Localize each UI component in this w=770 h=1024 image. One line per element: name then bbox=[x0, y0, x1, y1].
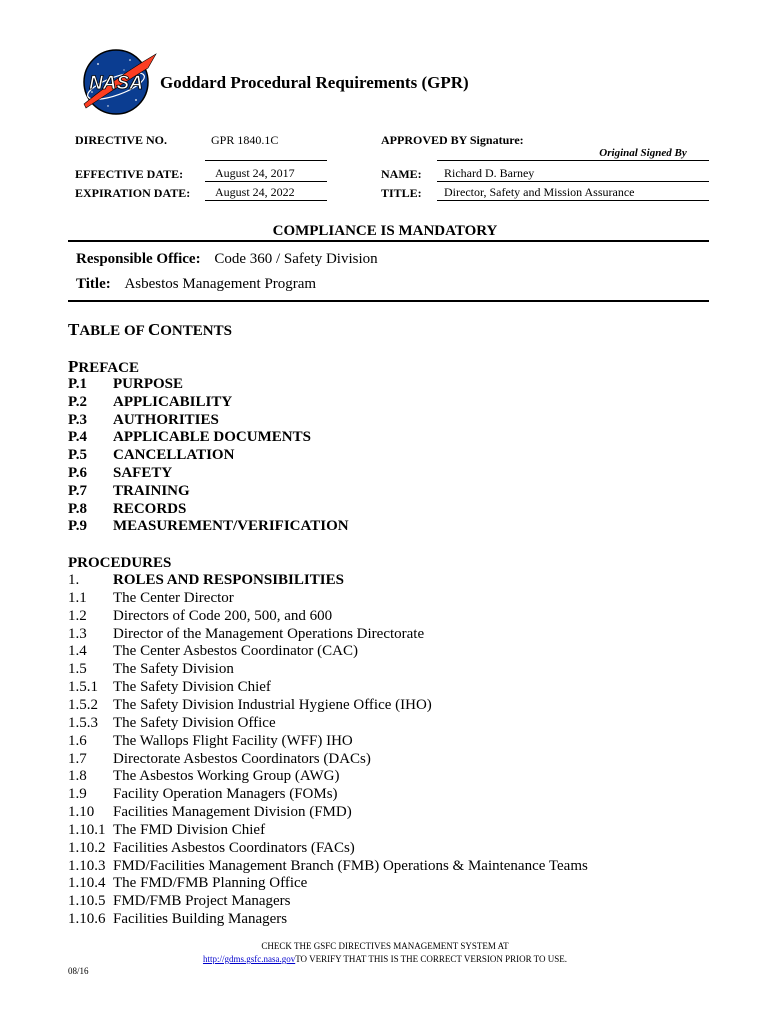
preface-rest: REFACE bbox=[78, 360, 139, 376]
toc-entry-text: The Safety Division bbox=[113, 661, 234, 678]
toc-entry[interactable] bbox=[68, 501, 186, 519]
divider-top bbox=[68, 240, 709, 242]
toc-entry-number: 1.5.1 bbox=[68, 679, 98, 696]
toc-entry[interactable] bbox=[68, 376, 183, 394]
toc-entry-text: PURPOSE bbox=[113, 376, 184, 392]
responsible-office bbox=[76, 251, 378, 268]
toc-entry-number: P.7 bbox=[68, 482, 88, 499]
toc-entry[interactable] bbox=[68, 518, 349, 536]
toc-entry-number: 1.3 bbox=[68, 625, 87, 642]
footer-notice-rest: TO VERIFY THAT THIS IS THE CORRECT VERSION PRIOR TO USE. bbox=[295, 954, 568, 964]
toc-entry[interactable] bbox=[68, 804, 352, 822]
toc-entry-number: 1.1 bbox=[68, 589, 87, 606]
toc-entry-text: The Safety Division Chief bbox=[113, 679, 271, 696]
svg-text:NASA: NASA bbox=[89, 73, 143, 94]
toc-heading-rest1: ABLE OF bbox=[79, 323, 148, 339]
expiration-date-value: August 24, 2022 bbox=[205, 185, 327, 201]
toc-entry[interactable] bbox=[68, 911, 287, 929]
toc-heading bbox=[68, 320, 232, 340]
toc-entry[interactable] bbox=[68, 412, 219, 430]
responsible-office-value: Code 360 / Safety Division bbox=[214, 251, 378, 267]
toc-entry-number: 1.5 bbox=[68, 661, 87, 678]
footer-notice: CHECK THE GSFC DIRECTIVES MANAGEMENT SYSTEM AT bbox=[261, 941, 509, 951]
toc-entry-text: The Center Asbestos Coordinator (CAC) bbox=[113, 643, 358, 660]
toc-entry-number: 1.10.1 bbox=[68, 821, 106, 838]
title-label: TITLE: bbox=[381, 186, 422, 200]
toc-entry[interactable] bbox=[68, 447, 234, 465]
toc-entry[interactable] bbox=[68, 626, 424, 644]
toc-heading-cap1: T bbox=[68, 320, 80, 339]
toc-entry-text: Facilities Management Division (FMD) bbox=[113, 804, 352, 821]
toc-entry-text: FMD/Facilities Management Branch (FMB) Operations & Maintenance Teams bbox=[113, 857, 588, 874]
toc-entry-number: P.2 bbox=[68, 393, 88, 410]
toc-entry-number: 1.10.3 bbox=[68, 857, 106, 874]
footer-notice-2 bbox=[0, 954, 770, 964]
toc-entry[interactable] bbox=[68, 822, 265, 840]
name-label: NAME: bbox=[381, 167, 422, 181]
toc-entry-text: The Wallops Flight Facility (WFF) IHO bbox=[113, 732, 353, 749]
toc-entry-number: P.4 bbox=[68, 429, 88, 446]
procedures-heading: PROCEDURES bbox=[68, 555, 172, 571]
toc-entry[interactable] bbox=[68, 643, 358, 661]
toc-entry[interactable] bbox=[68, 679, 271, 697]
toc-entry[interactable] bbox=[68, 572, 344, 590]
toc-entry[interactable] bbox=[68, 483, 190, 501]
toc-entry-number: 1. bbox=[68, 572, 80, 588]
toc-entry-text: The Center Director bbox=[113, 589, 234, 606]
toc-entry-text: Facilities Building Managers bbox=[113, 911, 288, 928]
program-title-value: Asbestos Management Program bbox=[124, 276, 317, 292]
toc-entry-number: 1.6 bbox=[68, 732, 87, 749]
toc-entry-number: P.3 bbox=[68, 411, 88, 428]
toc-entry-number: 1.5.3 bbox=[68, 714, 98, 731]
toc-entry[interactable] bbox=[68, 768, 339, 786]
toc-entry[interactable] bbox=[68, 590, 234, 608]
toc-entry-number: 1.10.5 bbox=[68, 893, 106, 910]
toc-entry-number: P.8 bbox=[68, 500, 88, 517]
toc-entry-text: Directorate Asbestos Coordinators (DACs) bbox=[113, 750, 371, 767]
toc-entry-number: 1.8 bbox=[68, 768, 87, 785]
toc-entry-text: APPLICABLE DOCUMENTS bbox=[113, 429, 311, 446]
toc-entry-text: The FMD Division Chief bbox=[113, 821, 266, 838]
toc-heading-cap2: C bbox=[147, 320, 161, 339]
toc-entry[interactable] bbox=[68, 751, 371, 769]
toc-entry[interactable] bbox=[68, 786, 338, 804]
preface-heading bbox=[68, 357, 139, 377]
toc-entry-text: Facilities Asbestos Coordinators (FACs) bbox=[113, 839, 355, 856]
preface-cap: P bbox=[68, 357, 79, 376]
gdms-link[interactable]: http://gdms.gsfc.nasa.gov bbox=[202, 954, 296, 964]
toc-entry-text: Facility Operation Managers (FOMs) bbox=[113, 786, 338, 803]
toc-entry-text: The FMD/FMB Planning Office bbox=[113, 875, 308, 892]
responsible-office-label: Responsible Office: bbox=[76, 251, 201, 267]
document-title: Goddard Procedural Requirements (GPR) bbox=[160, 73, 469, 92]
toc-entry[interactable] bbox=[68, 465, 172, 483]
toc-heading-rest2: ONTENTS bbox=[160, 323, 232, 339]
toc-entry[interactable] bbox=[68, 875, 307, 893]
directive-no-value: GPR 1840.1C bbox=[211, 133, 279, 147]
toc-entry-text: The Safety Division Office bbox=[113, 714, 276, 731]
program-title-label: Title: bbox=[76, 276, 111, 292]
toc-entry-text: RECORDS bbox=[113, 500, 187, 517]
toc-entry-number: 1.4 bbox=[68, 643, 87, 660]
toc-entry[interactable] bbox=[68, 893, 291, 911]
toc-entry-number: 1.5.2 bbox=[68, 696, 98, 713]
toc-entry[interactable] bbox=[68, 733, 353, 751]
toc-entry[interactable] bbox=[68, 840, 355, 858]
toc-entry-text: MEASUREMENT/VERIFICATION bbox=[113, 518, 349, 535]
toc-entry-text: The Asbestos Working Group (AWG) bbox=[113, 768, 340, 785]
toc-entry-text: Director of the Management Operations Directorate bbox=[113, 625, 425, 642]
toc-entry-number: 1.10.2 bbox=[68, 839, 106, 856]
toc-entry-text: ROLES AND RESPONSIBILITIES bbox=[113, 572, 344, 588]
toc-entry-text: TRAINING bbox=[113, 482, 190, 499]
toc-entry-number: 1.10 bbox=[68, 804, 95, 821]
effective-date-value: August 24, 2017 bbox=[205, 166, 327, 182]
name-value: Richard D. Barney bbox=[437, 166, 709, 182]
directive-underline bbox=[205, 160, 327, 161]
effective-date-label: EFFECTIVE DATE: bbox=[75, 167, 184, 181]
signature-value: Original Signed By bbox=[599, 147, 687, 159]
toc-entry-number: 1.7 bbox=[68, 750, 87, 767]
toc-entry[interactable] bbox=[68, 697, 432, 715]
signature-line bbox=[437, 147, 709, 161]
toc-entry-number: 1.10.4 bbox=[68, 875, 106, 892]
toc-entry-number: P.9 bbox=[68, 518, 88, 535]
toc-entry[interactable] bbox=[68, 661, 234, 679]
title-value: Director, Safety and Mission Assurance bbox=[437, 185, 709, 201]
toc-entry[interactable] bbox=[68, 429, 311, 447]
toc-entry[interactable] bbox=[68, 608, 332, 626]
toc-entry-number: 1.9 bbox=[68, 786, 87, 803]
compliance-banner: COMPLIANCE IS MANDATORY bbox=[272, 223, 498, 239]
toc-entry-text: APPLICABILITY bbox=[113, 393, 233, 410]
toc-entry-text: The Safety Division Industrial Hygiene Office (IHO) bbox=[113, 696, 432, 713]
toc-entry-text: Directors of Code 200, 500, and 600 bbox=[113, 607, 333, 624]
program-title bbox=[76, 276, 316, 293]
toc-entry-number: P.6 bbox=[68, 465, 88, 481]
date-code: 08/16 bbox=[68, 966, 89, 976]
toc-entry[interactable] bbox=[68, 715, 276, 733]
toc-entry-number: 1.2 bbox=[68, 607, 87, 624]
expiration-date-label: EXPIRATION DATE: bbox=[75, 186, 191, 200]
directive-no-label: DIRECTIVE NO. bbox=[75, 133, 168, 147]
divider-bottom bbox=[68, 300, 709, 302]
toc-entry[interactable] bbox=[68, 858, 588, 876]
approved-label: APPROVED BY Signature: bbox=[381, 133, 524, 147]
toc-entry-number: 1.10.6 bbox=[68, 911, 106, 928]
toc-entry-text: FMD/FMB Project Managers bbox=[113, 893, 291, 910]
toc-entry-number: P.5 bbox=[68, 447, 88, 464]
toc-entry-text: CANCELLATION bbox=[113, 447, 235, 464]
toc-entry-text: SAFETY bbox=[113, 465, 173, 481]
toc-entry[interactable] bbox=[68, 394, 232, 412]
toc-entry-text: AUTHORITIES bbox=[113, 411, 219, 428]
toc-entry-number: P.1 bbox=[68, 376, 88, 392]
nasa-logo bbox=[78, 46, 160, 116]
